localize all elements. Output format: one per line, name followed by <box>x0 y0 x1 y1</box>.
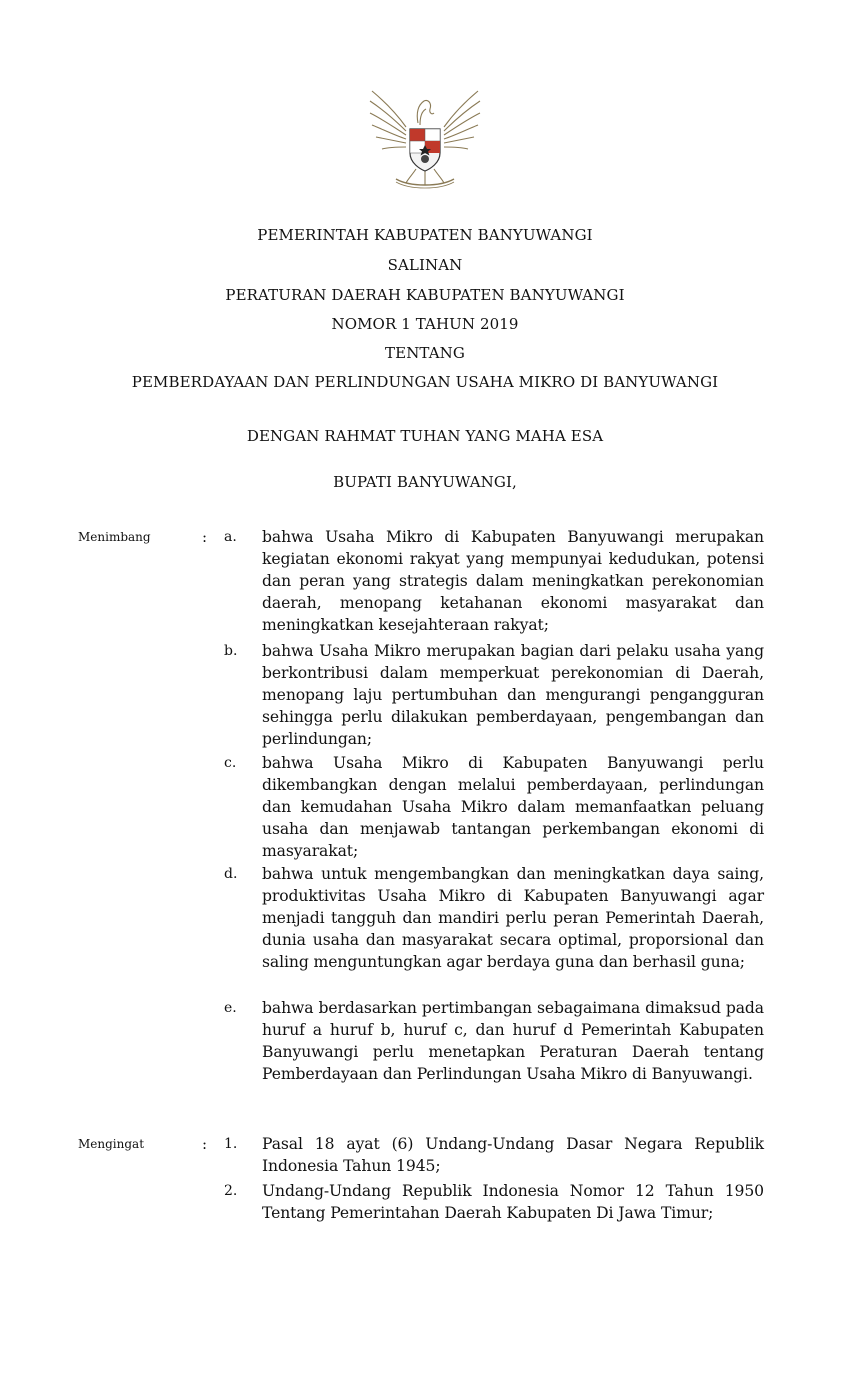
mengingat-label: Mengingat <box>78 1137 145 1151</box>
consideration-marker: d. <box>224 866 238 882</box>
blessing-line: DENGAN RAHMAT TUHAN YANG MAHA ESA <box>246 427 604 445</box>
consideration-item: bahwa Usaha Mikro merupakan bagian dari pelaku usaha yang berkontribusi dalam memperkuat perekonomian di Daerah, menopang laju pertumbuhan dan mengurangi pengangguran sehingga perlu dilakukan pemberdayaan, pengembangan dan perlindungan; <box>262 642 764 748</box>
consideration-item: bahwa untuk mengembangkan dan meningkatkan daya saing, produktivitas Usaha Mikro di Kabupaten Banyuwangi agar menjadi tangguh dan mandiri perlu peran Pemerintah Daerah, dunia usaha dan masyarakat secara optimal, proporsional dan saling menguntungkan agar berdaya guna dan berhasil guna; <box>262 865 764 971</box>
regulation-number: NOMOR 1 TAHUN 2019 <box>331 315 519 333</box>
legal-basis-item: Pasal 18 ayat (6) Undang-Undang Dasar Negara Republik Indonesia Tahun 1945; <box>262 1135 764 1175</box>
consideration-item: bahwa berdasarkan pertimbangan sebagaimana dimaksud pada huruf a huruf b, huruf c, dan huruf d Pemerintah Kabupaten Banyuwangi perlu menetapkan Peraturan Daerah tentang Pemberdayaan dan Perlindungan Usaha Mikro di Banyuwangi. <box>262 999 764 1083</box>
about-label: TENTANG <box>385 344 465 362</box>
consideration-item: bahwa Usaha Mikro di Kabupaten Banyuwangi perlu dikembangkan dengan melalui pemberdayaan, perlindungan dan kemudahan Usaha Mikro dalam memanfaatkan peluang usaha dan menjawab tantangan perkembangan ekonomi di masyarakat; <box>262 754 764 860</box>
government-title: PEMERINTAH KABUPATEN BANYUWANGI <box>257 226 593 244</box>
consideration-item: bahwa Usaha Mikro di Kabupaten Banyuwangi merupakan kegiatan ekonomi rakyat yang mempunyai kedudukan, potensi dan peran yang strategis dalam meningkatkan perekonomian daerah, menopang ketahanan ekonomi masyarakat dan meningkatkan kesejahteraan rakyat; <box>262 528 764 634</box>
copy-label: SALINAN <box>387 256 463 274</box>
garuda-emblem-icon <box>366 83 484 195</box>
consideration-marker: b. <box>224 643 238 659</box>
regent-line: BUPATI BANYUWANGI, <box>333 473 517 491</box>
regulation-title: PERATURAN DAERAH KABUPATEN BANYUWANGI <box>225 286 625 304</box>
menimbang-colon: : <box>202 528 208 546</box>
consideration-marker: e. <box>224 1000 237 1016</box>
menimbang-label: Menimbang <box>78 530 151 544</box>
legal-basis-marker: 1. <box>224 1136 238 1152</box>
legal-basis-item: Undang-Undang Republik Indonesia Nomor 12 Tahun 1950 Tentang Pemerintahan Daerah Kabupaten Di Jawa Timur; <box>262 1182 764 1222</box>
consideration-marker: c. <box>224 755 237 771</box>
legal-basis-marker: 2. <box>224 1183 238 1199</box>
regulation-subject: PEMBERDAYAAN DAN PERLINDUNGAN USAHA MIKRO DI BANYUWANGI <box>131 373 719 391</box>
mengingat-colon: : <box>202 1135 208 1153</box>
consideration-marker: a. <box>224 529 237 545</box>
